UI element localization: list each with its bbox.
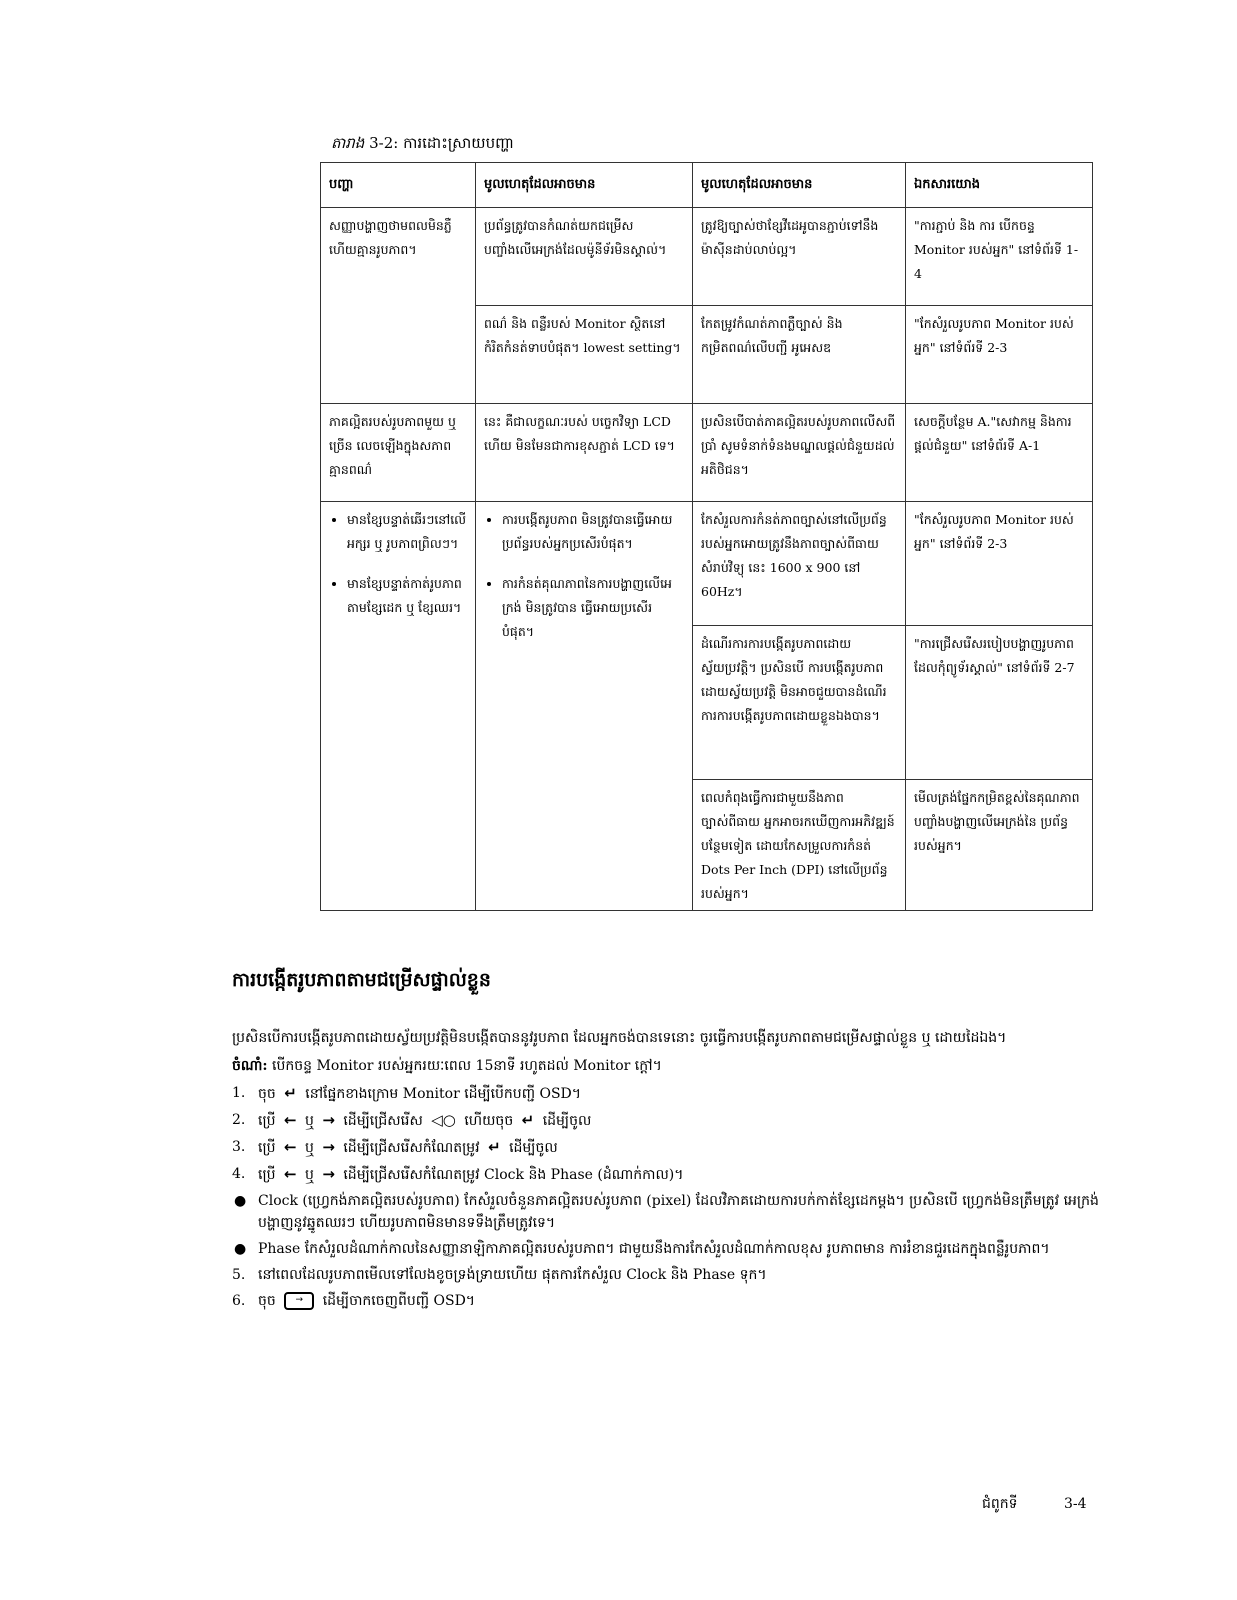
bullet: ● — [234, 1241, 247, 1257]
step-item — [232, 1238, 1102, 1260]
table-caption — [331, 132, 514, 154]
header-action: មូលហេតុដែលអាចមាន — [693, 163, 906, 208]
step-text: Clock (ហ្វ្រេកង់ភាគល្អិតរបស់រូបភាព) កែសំរួលចំនួនភាគល្អិតរបស់រូបភាព (pixel) ដែលវិភាគដោយការបក់កាត់ខ្សែដេកម្តង។ ប្រសិនបើ ហ្វ្រេកង់មិនត្រឹមត្រូវ អេក្រង់បង្ហាញនូវឆ្នូតឈរៗ ហើយរូបភាពមិនមានទទឹងត្រឹមត្រូវទេ។ — [258, 1193, 1099, 1231]
cell-reference: "ការជ្រើសរើសរបៀបបង្ហាញរូបភាពដែលកុំព្យូទ័រស្គាល់" នៅទំព័រទី 2-7 — [906, 626, 1093, 780]
cell-reference: "កែសំរួលរូបភាព Monitor របស់អ្នក" នៅទំព័រទី 2-3 — [906, 306, 1093, 404]
header-reference: ឯកសារយោង — [906, 163, 1093, 208]
step-text: ដើម្បីចូល — [542, 1113, 592, 1129]
table-row — [321, 502, 1093, 626]
caption-label: តារាង — [331, 134, 365, 152]
right-arrow-icon: → — [322, 1165, 335, 1183]
cell-cause: នេះ គឺជាលក្ខណៈរបស់ បច្ចេកវិទ្យា LCD ហើយ មិនមែនជាការខុសភ្ជាត់ LCD ទេ។ — [476, 404, 693, 502]
cell-reference: មើលត្រង់ផ្នែកកម្រិតខ្ពស់នៃគុណភាពបញ្ចាំងបង្ហាញលើអេក្រង់នៃ ប្រព័ន្ធរបស់អ្នក។ — [906, 780, 1093, 911]
caption-number: 3-2: — [369, 134, 399, 152]
step-item — [232, 1290, 1102, 1312]
step-text: ឬ — [304, 1140, 314, 1156]
cell-reference: សេចក្តីបន្ថែម A."សេវាកម្ម និងការផ្តល់ជំនួយ" នៅទំព័រទី A-1 — [906, 404, 1093, 502]
table-header-row — [321, 163, 1093, 208]
step-item — [232, 1190, 1102, 1234]
left-arrow-icon: ← — [283, 1165, 297, 1183]
step-number: 1. — [232, 1085, 246, 1101]
step-number: 3. — [232, 1139, 246, 1155]
step-text: ដើម្បីជ្រើសរើសកំណែតម្រូវ — [343, 1140, 480, 1156]
cell-action: ដំណើរការការបង្កើតរូបភាពដោយស្វ័យប្រវត្តិ។ ប្រសិនបើ ការបង្កើតរូបភាពដោយស្វ័យប្រវត្តិ មិនអាចជួយបានដំណើរការការបង្កើតរូបភាពដោយខ្លួនឯងបាន។ — [693, 626, 906, 780]
enter-icon: ↵ — [521, 1111, 535, 1129]
cell-cause: ប្រព័ន្ធត្រូវបានកំណត់យកជម្រើសបញ្ចាំងលើអេក្រង់ដែលម៉ូនីទ័រមិនស្គាល់។ — [476, 208, 693, 306]
footer-chapter-label: ជំពូកទី — [982, 1496, 1018, 1512]
step-item — [232, 1163, 1102, 1186]
step-item — [232, 1082, 1102, 1105]
table-row — [321, 404, 1093, 502]
note-text: បើកចន្ទ Monitor របស់អ្នករយៈពេល 15នាទី រហូតដល់ Monitor ក្តៅ។ — [272, 1058, 662, 1074]
step-text: ប្រើ — [258, 1167, 276, 1183]
step-number: 2. — [232, 1112, 246, 1128]
step-text: Phase កែសំរួលដំណាក់កាលនៃសញ្ញានាឡិកាភាគល្អិតរបស់រូបភាព។ ជាមួយនឹងការកែសំរួលដំណាក់កាលខុស រូបភាពមាន ការរំខានជួរដេកក្នុងពន្លឺរូបភាព។ — [258, 1241, 1050, 1257]
cell-action: កែតម្រូវកំណត់ភាពភ្លឺច្បាស់ និងកម្រិតពណ៌លើបញ្ជី អូអេសឌ — [693, 306, 906, 404]
cell-reference: "ការភ្ជាប់ និង ការ បើកចន្ទ Monitor របស់អ្នក" នៅទំព័រទី 1-4 — [906, 208, 1093, 306]
bullet: ● — [234, 1193, 247, 1209]
step-text: ចុច — [258, 1086, 276, 1102]
left-arrow-icon: ← — [283, 1111, 297, 1129]
exit-icon: → — [284, 1292, 314, 1310]
page-number: 3-4 — [1064, 1496, 1087, 1512]
section-title: ការបង្កើតរូបភាពតាមជម្រើសផ្ទាល់ខ្លួន — [232, 969, 491, 991]
cell-action: ប្រសិនបើបាត់ភាគល្អិតរបស់រូបភាពលើសពីប្រាំ សូមទំនាក់ទំនងមណ្ឌលផ្តល់ជំនួយដល់អតិថិជន។ — [693, 404, 906, 502]
step-item — [232, 1264, 1102, 1286]
list-item: • មានខ្សែបន្ទាត់ឆើរៗនៅលើអក្សរ ឬ រូបភាពព្រិលៗ។ — [347, 508, 467, 556]
list-item: • មានខ្សែបន្ទាត់កាត់រូបភាពតាមខ្សែដេក ឬ ខ្សែឈរ។ — [347, 572, 467, 620]
step-item — [232, 1136, 1102, 1159]
cell-action: ពេលកំពុងធ្វើការជាមួយនឹងភាពច្បាស់ពីធាយ អ្នកអាចរកឃើញការអភិវឌ្ឍន៍បន្ថែមទៀត ដោយកែសម្រួលការកំនត់ Dots Per Inch (DPI) នៅលើប្រព័ន្ធរបស់អ្នក។ — [693, 780, 906, 911]
note-paragraph — [232, 1055, 1092, 1077]
enter-icon: ↵ — [488, 1138, 501, 1156]
table-row — [321, 208, 1093, 306]
cell-cause: ពណ៌ និង ពន្លឺរបស់ Monitor ស្ថិតនៅកំរិតកំនត់ទាបបំផុត។ lowest setting។ — [476, 306, 693, 404]
cell-action: ត្រូវឱ្យច្បាស់ថាខ្សែវីដេអូបានភ្ជាប់ទៅនឹងម៉ាស៊ីនដាប់លាប់ល្អ។ — [693, 208, 906, 306]
header-problem: បញ្ហា — [321, 163, 476, 208]
step-number: 6. — [232, 1293, 246, 1309]
list-item: • ការកំនត់គុណភាពនៃការបង្ហាញលើអេក្រង់ មិនត្រូវបាន ធ្វើអោយប្រសើរបំផុត។ — [502, 572, 684, 644]
step-text: ដើម្បីជ្រើសរើស — [343, 1113, 423, 1129]
steps-list — [232, 1082, 1102, 1316]
step-text: ឬ — [304, 1113, 314, 1129]
cell-reference: "កែសំរួលរូបភាព Monitor របស់អ្នក" នៅទំព័រទី 2-3 — [906, 502, 1093, 626]
step-text: នៅពេលដែលរូបភាពមើលទៅលែងខូចទ្រង់ទ្រាយហើយ ផុតការកែសំរួល Clock និង Phase ទុក។ — [258, 1267, 767, 1283]
step-text: នៅផ្នែកខាងក្រោម Monitor ដើម្បីបើកបញ្ជី OSD។ — [305, 1086, 581, 1102]
step-text: ប្រើ — [258, 1140, 276, 1156]
left-arrow-icon: ← — [283, 1138, 297, 1156]
step-item — [232, 1109, 1102, 1132]
step-text: ប្រើ — [258, 1113, 276, 1129]
header-cause: មូលហេតុដែលអាចមាន — [476, 163, 693, 208]
step-text: ហើយចុច — [464, 1113, 514, 1129]
step-number: 5. — [232, 1267, 246, 1283]
right-arrow-icon: → — [322, 1138, 335, 1156]
step-number: 4. — [232, 1166, 246, 1182]
right-arrow-icon: → — [322, 1111, 335, 1129]
caption-title: ការដោះស្រាយបញ្ហា — [403, 134, 514, 152]
troubleshooting-table — [320, 162, 1093, 911]
cell-cause-list — [476, 502, 693, 911]
cell-problem: ភាគល្អិតរបស់រូបភាពមួយ ឬ ច្រើន លេចឡើងក្នុងសភាពគ្មានពណ៌ — [321, 404, 476, 502]
note-label: ចំណាំ: — [232, 1058, 268, 1074]
image-setup-icon: ◁○ — [431, 1111, 456, 1129]
cell-problem: សញ្ញាបង្ហាញថាមពលមិនភ្លឺហើយគ្មានរូបភាព។ — [321, 208, 476, 404]
enter-icon: ↵ — [284, 1084, 297, 1102]
cell-problem-list — [321, 502, 476, 911]
cell-action: កែសំរួលការកំនត់ភាពច្បាស់នៅលើប្រព័ន្ធរបស់អ្នកអោយត្រូវនឹងភាពច្បាស់ពីធាយសំរាប់វិទ្យុ នេះ 1600 x 900 នៅ 60Hz។ — [693, 502, 906, 626]
list-item: • ការបង្កើតរូបភាព មិនត្រូវបានធ្វើអោយប្រព័ន្ធរបស់អ្នកប្រសើរបំផុត។ — [502, 508, 684, 556]
step-text: ដើម្បីជ្រើសរើសកំណែតម្រូវ Clock និង Phase (ដំណាក់កាល)។ — [343, 1167, 684, 1183]
step-text: ដើម្បីចាកចេញពីបញ្ជី OSD។ — [322, 1293, 476, 1309]
step-text: ឬ — [304, 1167, 314, 1183]
step-text: ចុច — [258, 1293, 276, 1309]
step-text: ដើម្បីចូល — [509, 1140, 558, 1156]
intro-paragraph: ប្រសិនបើការបង្កើតរូបភាពដោយស្វ័យប្រវត្តិមិនបង្កើតបាននូវរូបភាព ដែលអ្នកចង់បានទេនោះ ចូរធ្វើការបង្កើតរូបភាពតាមជម្រើសផ្ទាល់ខ្លួន ឬ ដោយដៃឯង។ — [232, 1030, 1007, 1046]
